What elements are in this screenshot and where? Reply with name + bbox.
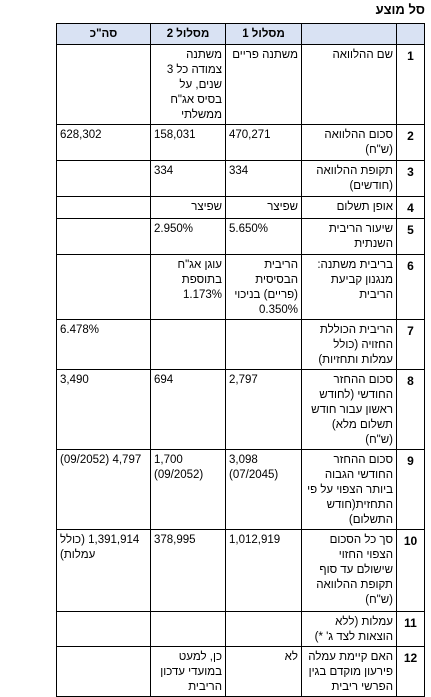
row-number: 10 [397,530,425,612]
track-2-value: 334 [151,161,226,197]
row-number: 5 [397,219,425,255]
table-row [57,612,425,647]
row-label: האם קיימת עמלה פירעון מוקדם בגין הפרשי ריבית [302,647,397,697]
row-number: 7 [397,320,425,370]
track-1-value: 334 [226,161,302,197]
table-row [57,530,425,612]
track-2-value: 694 [151,370,226,450]
row-number: 3 [397,161,425,197]
track-2-value [151,320,226,370]
track-2-value: עוגן אג"ח בתוספת 1.173% [151,255,226,320]
header-label [302,24,397,45]
table-row [57,370,425,450]
row-label: עמלות (ללא הוצאות לצד ג' *) [302,612,397,647]
table-row [57,320,425,370]
row-label: אופן תשלום [302,197,397,219]
row-label: סך כל הסכום הצפוי החזוי שישולם עד סוף תקופת ההלוואה (ש"ח) [302,530,397,612]
row-label: שם ההלוואה [302,45,397,125]
table-header-row [57,24,425,45]
track-2-value: 378,995 [151,530,226,612]
table-row [57,125,425,161]
row-number: 4 [397,197,425,219]
track-2-value: 1,700 (09/2052) [151,450,226,530]
row-number: 11 [397,612,425,647]
track-1-value: שפיצר [226,197,302,219]
track-1-value: 470,271 [226,125,302,161]
table-row [57,197,425,219]
track-2-value: 2.950% [151,219,226,255]
row-label: סכום ההחזר החודשי הגבוה ביותר הצפוי על פי התחזית(חודש התשלום) [302,450,397,530]
track-1-value: הריבית הבסיסית (פריים) בניכוי 0.350% [226,255,302,320]
track-1-value: משתנה פריים [226,45,302,125]
table-row [57,450,425,530]
total-value [57,255,151,320]
track-1-value: לא [226,647,302,697]
header-track-1: מסלול 1 [226,24,302,45]
total-value [57,197,151,219]
table-row [57,45,425,125]
header-total: סה"כ [57,24,151,45]
track-2-value [151,612,226,647]
row-label: סכום ההלוואה (ש"ח) [302,125,397,161]
total-value [57,161,151,197]
row-label: בריבית משתנה: מנגנון קביעת הריבית [302,255,397,320]
track-2-value: שפיצר [151,197,226,219]
offer-table [56,23,425,697]
row-label: שיעור הריבית השנתית [302,219,397,255]
track-1-value: 1,012,919 [226,530,302,612]
row-number: 2 [397,125,425,161]
row-number: 1 [397,45,425,125]
row-label: סכום ההחזר החודשי (לחודש ראשון עבור חודש תשלום מלא)(ש"ח) [302,370,397,450]
track-1-value: 5.650% [226,219,302,255]
total-value: 3,490 [57,370,151,450]
total-value [57,647,151,697]
total-value: 628,302 [57,125,151,161]
header-number [397,24,425,45]
total-value [57,45,151,125]
total-value: 6.478% [57,320,151,370]
track-1-value [226,612,302,647]
header-track-2: מסלול 2 [151,24,226,45]
row-label: תקופת ההלוואה (חודשים) [302,161,397,197]
track-1-value: 3,098 (07/2045) [226,450,302,530]
row-number: 12 [397,647,425,697]
table-row [57,161,425,197]
track-2-value: משתנה צמודה כל 3 שנים, על בסיס אג"ח ממשלתי [151,45,226,125]
row-number: 6 [397,255,425,320]
track-1-value [226,320,302,370]
total-value: 1,391,914 (כולל עמלות) [57,530,151,612]
track-2-value: 158,031 [151,125,226,161]
row-number: 8 [397,370,425,450]
track-2-value: כן, למעט במועדי עדכון הריבית [151,647,226,697]
row-label: הריבית הכוללת החזויה (כולל עמלות ותחזיות) [302,320,397,370]
table-row [57,647,425,697]
total-value [57,219,151,255]
row-number: 9 [397,450,425,530]
page-title: סל מוצע [375,2,425,17]
track-1-value: 2,797 [226,370,302,450]
total-value: 4,797 (09/2052) [57,450,151,530]
total-value [57,612,151,647]
table-row [57,219,425,255]
table-row [57,255,425,320]
